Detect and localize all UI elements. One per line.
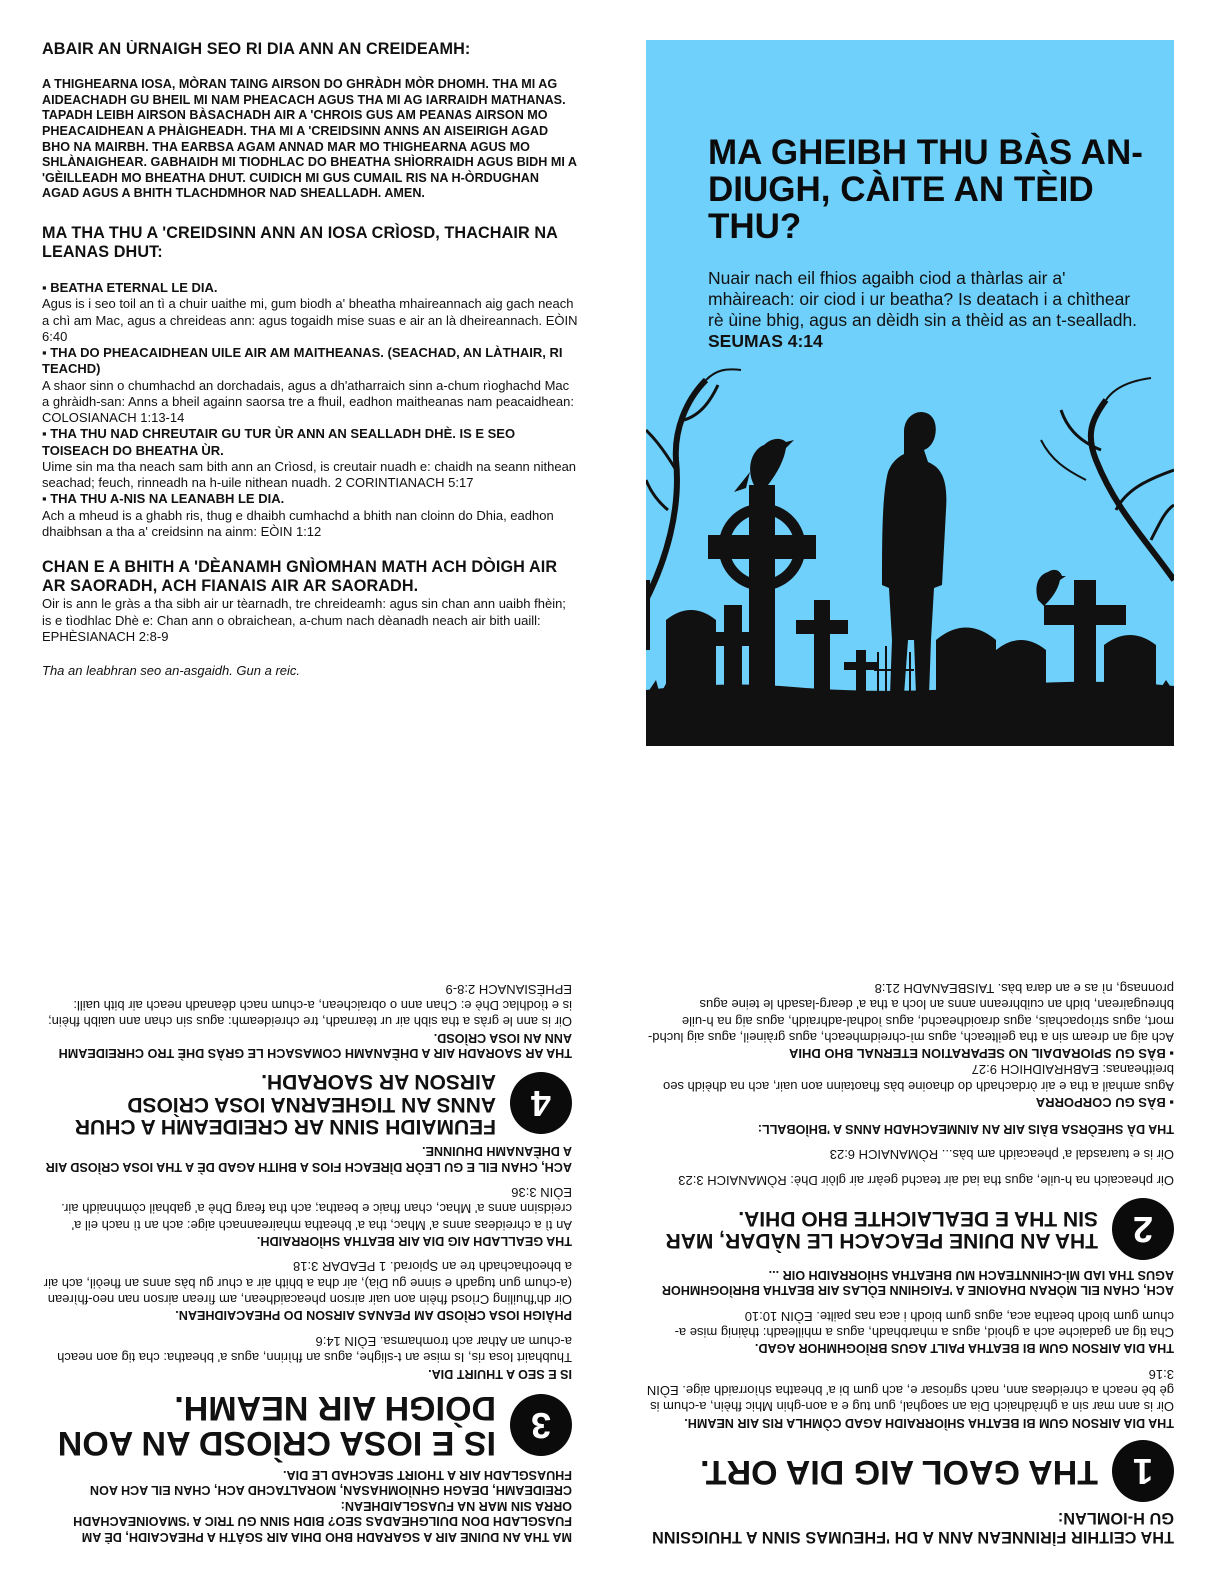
section-3-sub-4: ACH, CHAN EIL E GU LEÒR DÌREACH FIOS A BHITH AGAD DÈ A THA IOSA CRÌOSD AIR A DHÈANAMH DHUINNE. [45,1144,572,1174]
prayer-heading: ABAIR AN ÙRNAIGH SEO RI DIA ANN AN CREIDEAMH: [42,40,471,58]
section-4-number: 4 [510,1073,572,1135]
section-1-text-2: Cha tig an gadaiche ach a ghoid, agus a mharbhadh, agus a mhilleadh: thàinig mise a-chum gum biodh beatha aca, agus gum biodh i aca nas pailte. EÒIN 10:10 [674,1308,1174,1340]
section-1-number: 1 [1112,1440,1174,1502]
prayer-text: A THIGHEARNA IOSA, MÒRAN TAING AIRSON DO GHRÀDH MÒR DHOMH. THA MI AG AIDEACHADH GU BHEIL MI NAM PHEACACH AGUS THA MI AG IARRAIDH MATHANAS. TAPADH LEIBH AIRSON BÀSACHADH AIR A 'CHROIS GUS AM PEANAS AIRSON MO PHEACAIDHEAN A PHÀIGHEADH. THA MI A 'CREIDSINN ANNS AN AISEIRIGH AGAD BHO NA MAIRBH. THA EARBSA AGAM ANNAD MAR MO THIGHEARNA AGUS MO SHLÀNAIGHEAR. GABHAIDH MI TIODHLAC DO BHEATHA SHÌORRAIDH AGUS BIDH MI A 'GÈILLEADH MO BHEATHA DHUT. CUIDICH MI GUS CUMAIL RIS NA H-ÒRDUGHAN AGAD AGUS A BHITH TLACHDMHOR NAD SHEALLADH. AMEN. [42,77,577,201]
benefit-1-title: ▪ BEATHA ETERNAL LE DIA. [42,280,218,296]
section-3-text-3: An tì a chreideas anns a' Mhac, tha a' bheatha mhaireannach aige: ach an tì nach eil a' creidsinn anns a' Mhac, chan fhaic e beatha; ach tha fearg Dhè a' gabhail còmhnaidh air. EÒIN 3:36 [61,1185,572,1233]
truths-panel [646,818,1174,1546]
section-1-title: THA GAOL AIG DIA ORT. [700,1452,1098,1491]
truths-intro: THA CEITHIR FÌRINNEAN ANN A DH 'FHEUMAS SINN A THUIGSINN GU H-IOMLAN: [651,1508,1174,1546]
section-1-text-1: Oir is ann mar sin a ghràdhaich Dia an saoghal, gun tug e a aon-ghin Mhic fhèin, a-chum is gè bè neach a chreideas ann, nach sgriosar e, ach gum bi a' bheatha shìorraidh aige. EÒIN 3:16 [646,1366,1174,1415]
cover-panel [646,40,1174,746]
death-type-2-text: Ach aig an dream sin a tha geilteach, agus mì-chreidmheach, agus gràineil, agus aig luchd-mort, agus strìopachais, agus draoidheachd, agus ìodhal-adhraidh, agus aig na h-uile bhreugairean, bidh an cuibhreann anns an loch a tha a' dearg-lasadh le teine agus pronnasg, nì as e an dara bàs. TAISBEANADH 21:8 [647,981,1174,1045]
section-3-sub-1: IS E SEO A THUIRT DIA. [428,1366,572,1381]
death-type-1: ▪ BÀS GU CORPORRA [1035,1094,1174,1110]
death-type-2: ▪ BÀS GU SPIORADAIL NO SEPARATION ETERNAL BHO DHIA [788,1046,1174,1062]
benefit-4-text: Ach a mheud is a ghabh ris, thug e dhaibh cumhachd a bhith nan cloinn do Dhia, eadhon dhaibhsan a tha a' creidsinn na ainm: EÒIN 1:12 [42,507,554,539]
section-3-text-2: Oir dh'fhuiling Crìosd fhèin aon uair airson pheacaidhean, am fìrean airson nan neo-fhìrean (a-chum gun tugadh e sinne gu Dia), air dha a bhith air a chur gu bàs anns an fheòil, ach air a bheothachadh tre an Spiorad. 1 PEADAR 3:18 [43,1259,572,1307]
section-2-heading [646,1198,1174,1260]
section-1-heading [646,1440,1174,1502]
section-2-sub-1: THA DÀ SHEÒRSA BÀIS AIR AN AINMEACHADH ANNS A 'BHÌOBALL: [757,1121,1174,1136]
section-3-sub-2: PHÀIGH IOSA CRÌOSD AM PEANAS AIRSON DO PHEACAIDHEAN. [175,1308,572,1323]
section-4-text-1: Oir is ann le gràs a tha sibh air ur tèarnadh, tre chreideamh: agus sin chan ann uaibh fhèin; is e tìodhlac Dhè e: Chan ann o obraichean, a-chum nach dèanadh neach air bith uaill: EPHÈSIANACH 2:8-9 [48,981,572,1030]
grace-text: Oir is ann le gràs a tha sibh air ur tèarnadh, tre chreideamh: agus sin chan ann uaibh fhèin; is e tìodhlac Dhè e: Chan ann o obraichean, a-chum nach dèanadh neach air bith uaill: EPHÈSIANACH 2:8-9 [42,596,566,644]
cover-verse-text: Nuair nach eil fhios agaibh ciod a thàrlas air a' mhàireach: oir ciod i ur beatha? Is deatach i a chìthear rè ùine bhig, agus an dèidh sin a thèid as an t-sealladh. [708,268,1138,330]
section-3-heading [42,1391,572,1460]
section-1-sub-3: ACH, CHAN EIL MÒRAN DHAOINE A 'FAIGHINN EÒLAS AIR BEATHA BHRÌOGHMHOR AGUS THA IAD MÌ-CHINNTEACH MU BHEATHA SHÌORRAIDH OIR ... [661,1267,1174,1298]
free-note: Tha an leabhran seo an-asgaidh. Gun a reic. [42,663,301,679]
benefit-4-title: ▪ THA THU A-NIS NA LEANABH LE DIA. [42,491,285,507]
benefit-2-title: ▪ THA DO PHEACAIDHEAN UILE AIR AM MAITHEANAS. (SEACHAD, AN LÀTHAIR, RI TEACHD) [42,345,563,377]
cover-title: MA GHEIBH THU BÀS AN-DIUGH, CÀITE AN TÈID THU? [708,133,1143,246]
benefit-2-text: A shaor sinn o chumhachd an dorchadais, agus a dh'atharraich sinn a-chum rìoghachd Mac a ghràidh-san: Anns a bheil againn saorsa tre a fhuil, eadhon maitheanas nam peacaidhean: COLOSIANACH 1:13-14 [42,377,574,426]
solution-intro-2: CREIDEAMH, DEAGH GHNÌOMHASAN, MORALTACHD ACH, CHAN EIL ACH AON FHUASGLADH AIR A THOIRT SEACHAD LE DIA. [89,1467,572,1498]
section-2-title: THA AN DUINE PEACACH LE NÀDAR, MAR SIN THA E DEALAICHTE BHO DHIA. [665,1207,1098,1253]
section-4-sub-1: THA AR SAORADH AIR A DHÈANAMH COMASACH LE GRÀS DHÈ TRO CHREIDEAMH ANN AN IOSA CRÌOSD. [58,1030,572,1061]
prayer-panel [42,40,578,750]
section-4-title: FEUMAIDH SINN AR CREIDEAMH A CHUR ANNS AN TIGHEARNA IOSA CRÌOSD AIRSON AR SAORADH. [74,1070,496,1138]
death-type-1-text: Agus amhail a tha e air òrdachadh do dhaoine bàs fhaotainn aon uair, ach na dhèidh seo breitheanas: EABHRAIDHICH 9:27 [663,1062,1174,1094]
section-3-title: IS E IOSA CRÌOSD AN AON DÒIGH AIR NEAMH. [57,1389,496,1462]
benefit-3-title: ▪ THA THU NAD CHREUTAIR GU TUR ÙR ANN AN SEALLADH DHÈ. IS E SEO TOISEACH DO BHEATHA ÙR. [42,426,516,458]
cover-verse [708,268,1138,352]
benefit-1-text: Agus is i seo toil an tì a chuir uaithe mi, gum biodh a' bheatha mhaireannach aig gach neach a chì am Mac, agus a chreideas ann: agus togaidh mise suas e air an là dheireannach. EÒIN 6:40 [42,296,578,344]
section-1-sub-2: THA DIA AIRSON GUM BI BEATHA PAILT AGUS BRÌOGHMHOR AGAD. [754,1341,1174,1356]
believe-heading: MA THA THU A 'CREIDSINN ANN AN IOSA CRÌOSD, THACHAIR NA LEANAS DHUT: [42,223,558,262]
grace-heading: CHAN E A BHITH A 'DÈANAMH GNÌOMHAN MATH ACH DÒIGH AIR AR SAORADH, ACH FIANAIS AIR AR SAORADH. [42,558,558,596]
section-2-number: 2 [1112,1198,1174,1260]
section-2-text-2: Oir is e tuarasdal a' pheacaidh am bàs... RÒMANAICH 6:23 [829,1146,1174,1162]
section-3-text-1: Thubhairt Iosa ris, Is mise an t-slighe, agus an fhìrinn, agus a' bheatha: cha tig aon neach a-chum an Athar ach tromhamsa. EÒIN 14:6 [57,1333,572,1365]
benefit-3-text: Uime sin ma tha neach sam bith ann an Crìosd, is creutair nuadh e: chaidh na seann nithean seachad; feuch, rinneadh na h-uile nithean nuadh. 2 CORINTIANACH 5:17 [42,458,577,491]
solution-panel [42,806,572,1544]
cover-verse-ref: SEUMAS 4:14 [708,331,823,351]
section-3-number: 3 [510,1394,572,1456]
solution-intro: MA THA AN DUINE AIR A SGARADH BHO DHIA AIR SGÀTH A PHEACAIDH, DÈ AM FUASGLADH DON DUILGHEADAS SEO? BIDH SINN GU TRIC A 'SMAOINEACHADH ORRA SIN MAR NA FUASGLAIDHEAN: [73,1498,572,1544]
section-4-heading [42,1070,572,1136]
section-1-sub-1: THA DIA AIRSON GUM BI BEATHA SHÌORRAIDH AGAD CÒMHLA RIS AIR NEAMH. [684,1415,1174,1430]
section-3-sub-3: THA GEALLADH AIG DIA AIR BEATHA SHÌORRAIDH. [256,1234,572,1249]
section-2-text-1: Oir pheacaich na h-uile, agus tha iad air teachd geàrr air glòir Dhè: RÒMANAICH 3:23 [678,1173,1174,1189]
